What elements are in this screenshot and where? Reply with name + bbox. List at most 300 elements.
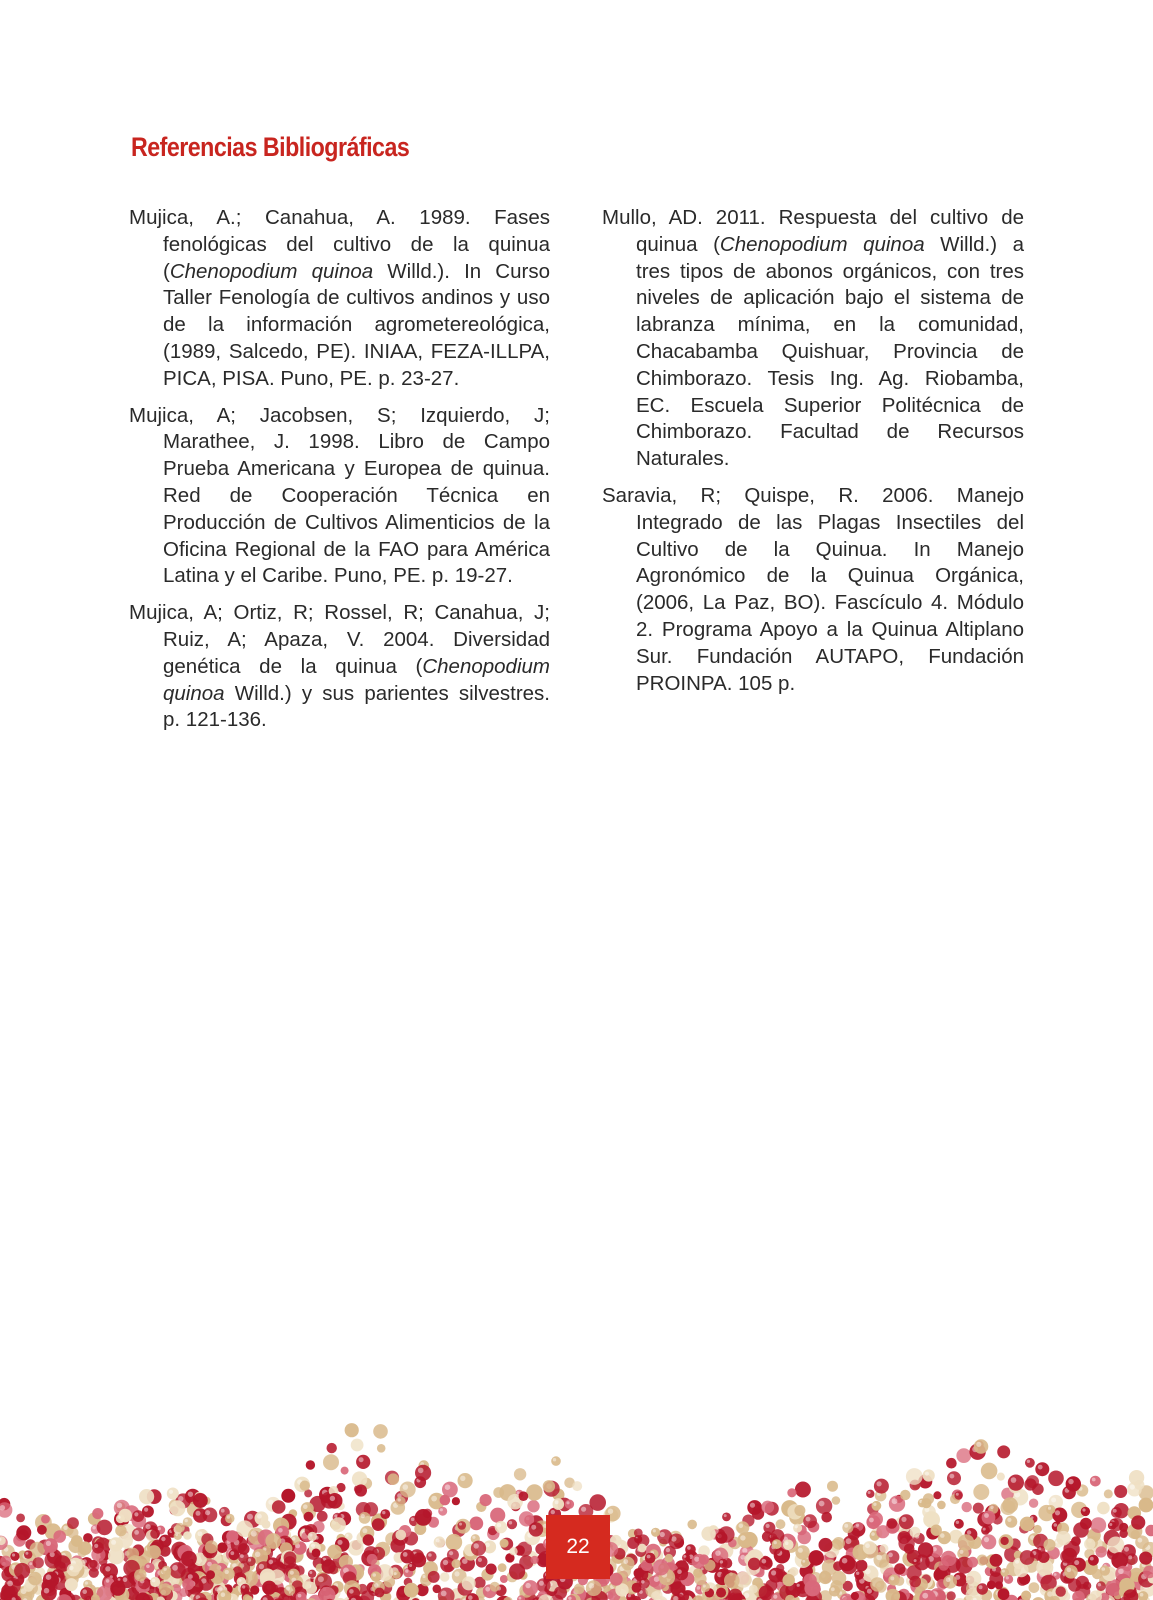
quinoa-grain [900, 1490, 910, 1500]
quinoa-grain [255, 1511, 269, 1525]
quinoa-grain [150, 1529, 160, 1539]
quinoa-grain [175, 1523, 185, 1533]
grain-highlight [774, 1541, 777, 1544]
grain-highlight [94, 1544, 98, 1548]
quinoa-grain [372, 1518, 385, 1531]
quinoa-grain [1081, 1507, 1090, 1516]
quinoa-grain [452, 1497, 460, 1505]
quinoa-grain [480, 1494, 492, 1506]
grain-highlight [1090, 1557, 1094, 1561]
grain-highlight [238, 1579, 241, 1582]
grain-highlight [259, 1564, 264, 1569]
quinoa-grain [718, 1526, 735, 1543]
quinoa-grain [910, 1527, 921, 1538]
grain-highlight [92, 1526, 95, 1529]
grain-highlight [497, 1523, 501, 1527]
quinoa-grain [110, 1581, 125, 1596]
quinoa-grain [651, 1528, 660, 1537]
grain-highlight [382, 1511, 385, 1514]
grain-highlight [146, 1524, 151, 1529]
quinoa-grain [139, 1489, 154, 1504]
quinoa-grain [495, 1521, 507, 1533]
grain-highlight [641, 1580, 645, 1584]
grain-highlight [1007, 1518, 1011, 1522]
quinoa-grain [159, 1583, 171, 1595]
quinoa-grain [181, 1551, 197, 1567]
grain-highlight [1138, 1538, 1143, 1543]
grain-highlight [551, 1510, 555, 1514]
quinoa-grain [621, 1557, 634, 1570]
grain-highlight [134, 1512, 138, 1516]
quinoa-grain [874, 1479, 889, 1494]
quinoa-grain [990, 1554, 1003, 1567]
quinoa-grain [946, 1458, 957, 1469]
grain-highlight [1006, 1576, 1009, 1579]
quinoa-grain [434, 1536, 445, 1547]
quinoa-grain [262, 1581, 276, 1595]
grain-highlight [422, 1575, 425, 1578]
quinoa-grain [1001, 1500, 1016, 1515]
quinoa-grain [888, 1575, 899, 1586]
quinoa-grain [687, 1520, 697, 1530]
grain-highlight [773, 1595, 777, 1599]
quinoa-grain [306, 1460, 315, 1469]
quinoa-grain [1005, 1516, 1017, 1528]
quinoa-grain [821, 1512, 832, 1523]
quinoa-grain [638, 1544, 647, 1553]
grain-highlight [134, 1530, 139, 1535]
quinoa-grain [906, 1468, 923, 1485]
grain-highlight [715, 1550, 721, 1556]
grain-highlight [346, 1534, 349, 1537]
grain-highlight [278, 1528, 283, 1533]
quinoa-grain [469, 1517, 483, 1531]
quinoa-grain [645, 1553, 656, 1564]
quinoa-grain [759, 1557, 772, 1570]
quinoa-grain [43, 1538, 58, 1553]
quinoa-grain [1084, 1538, 1095, 1549]
quinoa-grain [918, 1542, 933, 1557]
grain-highlight [361, 1514, 365, 1518]
grain-highlight [795, 1525, 798, 1528]
quinoa-grain [973, 1503, 984, 1514]
quinoa-grain [748, 1558, 761, 1571]
quinoa-grain [317, 1511, 328, 1522]
quinoa-grain [832, 1496, 841, 1505]
grain-highlight [248, 1558, 251, 1561]
quinoa-grain [440, 1572, 450, 1582]
grain-highlight [403, 1552, 408, 1557]
quinoa-grain [509, 1547, 517, 1555]
quinoa-grain [801, 1558, 809, 1566]
quinoa-grain [438, 1507, 447, 1516]
quinoa-grain [531, 1556, 539, 1564]
grain-highlight [290, 1571, 294, 1575]
quinoa-grain [500, 1575, 508, 1583]
grain-highlight [1067, 1567, 1072, 1572]
quinoa-grain [371, 1571, 381, 1581]
quinoa-grain [947, 1471, 961, 1485]
quinoa-grain [355, 1484, 367, 1496]
grain-highlight [398, 1498, 401, 1501]
quinoa-grain [92, 1508, 103, 1519]
quinoa-grain [761, 1501, 774, 1514]
grain-highlight [292, 1537, 296, 1541]
quinoa-grain [41, 1515, 50, 1524]
grain-highlight [677, 1569, 682, 1574]
grain-highlight [653, 1529, 656, 1532]
grain-highlight [441, 1591, 447, 1597]
grain-highlight [359, 1457, 364, 1462]
grain-highlight [1038, 1465, 1043, 1470]
grain-highlight [802, 1560, 805, 1563]
quinoa-grain [523, 1580, 539, 1596]
grain-highlight [1038, 1547, 1041, 1550]
grain-highlight [660, 1532, 665, 1537]
grain-highlight [979, 1585, 983, 1589]
grain-highlight [431, 1496, 437, 1502]
grain-highlight [69, 1566, 74, 1571]
quinoa-grain [1038, 1551, 1050, 1563]
quinoa-grain [1025, 1458, 1035, 1468]
grain-highlight [247, 1514, 253, 1520]
quinoa-grain [225, 1514, 234, 1523]
references-right-column [602, 205, 1024, 707]
quinoa-grain [308, 1570, 316, 1578]
quinoa-grain [1119, 1529, 1128, 1538]
quinoa-grain [1126, 1553, 1138, 1565]
quinoa-grain [977, 1583, 988, 1594]
grain-highlight [161, 1537, 165, 1541]
quinoa-grain [377, 1444, 386, 1453]
grain-highlight [697, 1586, 701, 1590]
grain-highlight [623, 1559, 628, 1564]
grain-highlight [63, 1526, 67, 1530]
quinoa-grain [345, 1423, 359, 1437]
grain-highlight [890, 1576, 894, 1580]
grain-highlight [409, 1564, 412, 1567]
grain-highlight [318, 1576, 324, 1582]
grain-highlight [440, 1508, 443, 1511]
grain-highlight [472, 1536, 475, 1539]
quinoa-grain [943, 1575, 957, 1589]
grain-highlight [198, 1531, 203, 1536]
quinoa-grain [829, 1585, 840, 1596]
quinoa-grain [308, 1532, 317, 1541]
quinoa-grain [977, 1555, 988, 1566]
quinoa-grain [16, 1514, 25, 1523]
reference-entry: Mujica, A; Ortiz, R; Rossel, R; Canahua, J; Ruiz, A; Apaza, V. 2004. Diversidad genética de la quinua (Chenopodium quinoa Willd.) y sus parientes silvestres. p. 121-136. [129, 601, 550, 732]
grain-highlight [771, 1570, 776, 1575]
quinoa-grain [426, 1551, 436, 1561]
quinoa-grain [304, 1512, 314, 1522]
grain-highlight [334, 1514, 337, 1517]
grain-highlight [867, 1589, 872, 1594]
quinoa-grain [1029, 1582, 1040, 1593]
quinoa-grain [639, 1578, 650, 1589]
grain-highlight [111, 1540, 116, 1545]
quinoa-grain [1000, 1537, 1008, 1545]
grain-highlight [152, 1579, 156, 1583]
quinoa-grain [1090, 1517, 1106, 1533]
quinoa-grain [795, 1582, 804, 1591]
grain-highlight [362, 1528, 367, 1533]
quinoa-grain [783, 1540, 794, 1551]
grain-highlight [1068, 1479, 1073, 1484]
quinoa-grain [1071, 1536, 1081, 1546]
quinoa-grain [997, 1445, 1010, 1458]
quinoa-grain [832, 1537, 845, 1550]
page-number: 22 [566, 1535, 590, 1558]
grain-highlight [873, 1503, 876, 1506]
grain-highlight [374, 1583, 379, 1588]
quinoa-grain [627, 1537, 639, 1549]
grain-highlight [946, 1577, 951, 1582]
quinoa-grain [1135, 1535, 1149, 1549]
grain-highlight [566, 1501, 569, 1504]
quinoa-grain [856, 1560, 868, 1572]
quinoa-grain [1048, 1471, 1064, 1487]
grain-highlight [46, 1574, 52, 1580]
grain-highlight [1015, 1560, 1019, 1564]
quinoa-grain [327, 1493, 343, 1509]
grain-highlight [984, 1537, 989, 1542]
quinoa-grain [284, 1585, 295, 1596]
quinoa-grain [229, 1549, 240, 1560]
quinoa-grain [265, 1533, 281, 1549]
grain-highlight [85, 1581, 88, 1584]
quinoa-grain [526, 1484, 542, 1500]
quinoa-grain [331, 1517, 346, 1532]
grain-highlight [240, 1554, 244, 1558]
grain-highlight [901, 1517, 906, 1522]
quinoa-grain [536, 1578, 550, 1592]
quinoa-grain [132, 1510, 144, 1522]
quinoa-grain [240, 1584, 249, 1593]
quinoa-grain [428, 1571, 440, 1583]
quinoa-grain [716, 1588, 726, 1598]
grain-highlight [509, 1521, 513, 1525]
quinoa-grain [738, 1532, 754, 1548]
quinoa-grain [931, 1525, 942, 1536]
grain-highlight [940, 1533, 945, 1538]
grain-highlight [485, 1543, 490, 1548]
quinoa-grain [981, 1526, 990, 1535]
quinoa-grain [653, 1590, 663, 1600]
quinoa-grain [816, 1498, 832, 1514]
quinoa-grain [217, 1542, 228, 1553]
quinoa-grain [954, 1491, 962, 1499]
grain-highlight [785, 1541, 789, 1545]
grain-highlight [44, 1588, 50, 1594]
quinoa-grain [16, 1525, 31, 1540]
grain-highlight [1051, 1498, 1056, 1503]
quinoa-grain [462, 1576, 476, 1590]
grain-highlight [703, 1584, 706, 1587]
quinoa-grain [392, 1571, 400, 1579]
quinoa-grain [899, 1514, 914, 1529]
quinoa-grain [795, 1482, 811, 1498]
grain-highlight [257, 1514, 262, 1519]
quinoa-grain [415, 1465, 431, 1481]
grain-highlight [411, 1518, 415, 1522]
grain-highlight [443, 1560, 448, 1565]
quinoa-grain [327, 1545, 342, 1560]
grain-highlight [12, 1553, 15, 1556]
grain-highlight [608, 1509, 613, 1514]
grain-highlight [459, 1523, 462, 1526]
quinoa-grain [1107, 1537, 1124, 1554]
grain-highlight [46, 1541, 51, 1546]
quinoa-grain [909, 1576, 921, 1588]
grain-highlight [539, 1581, 544, 1586]
quinoa-grain [37, 1525, 47, 1535]
quinoa-grain [203, 1508, 218, 1523]
grain-highlight [846, 1538, 852, 1544]
quinoa-grain [804, 1580, 820, 1596]
quinoa-grain [981, 1534, 996, 1549]
grain-highlight [628, 1594, 631, 1597]
grain-highlight [740, 1535, 745, 1540]
grain-highlight [185, 1519, 188, 1522]
grain-highlight [144, 1508, 148, 1512]
grain-highlight [950, 1474, 955, 1479]
grain-highlight [739, 1524, 744, 1529]
quinoa-grain [83, 1533, 93, 1543]
quinoa-grain [783, 1574, 795, 1586]
grain-highlight [666, 1548, 670, 1552]
grain-highlight [831, 1587, 835, 1591]
quinoa-grain [722, 1513, 731, 1522]
grain-highlight [892, 1498, 898, 1504]
quinoa-grain [144, 1563, 154, 1573]
quinoa-grain [89, 1568, 99, 1578]
grain-highlight [819, 1501, 825, 1507]
quinoa-grain [795, 1545, 809, 1559]
grain-highlight [468, 1595, 473, 1600]
quinoa-grain [701, 1527, 715, 1541]
grain-highlight [251, 1531, 257, 1537]
quinoa-grain [92, 1542, 104, 1554]
quinoa-grain [132, 1528, 146, 1542]
grain-highlight [105, 1566, 110, 1571]
quinoa-grain [1097, 1502, 1110, 1515]
quinoa-grain [89, 1560, 97, 1568]
quinoa-grain [1090, 1476, 1101, 1487]
quinoa-grain [912, 1558, 920, 1566]
grain-highlight [286, 1587, 290, 1591]
grain-highlight [230, 1551, 234, 1555]
quinoa-grain [388, 1473, 400, 1485]
quinoa-grain [284, 1551, 297, 1564]
quinoa-grain [921, 1498, 931, 1508]
quinoa-grain [380, 1509, 390, 1519]
quinoa-grain [923, 1469, 935, 1481]
quinoa-grain [1096, 1546, 1107, 1557]
grain-highlight [309, 1533, 312, 1536]
quinoa-grain [341, 1467, 349, 1475]
grain-highlight [798, 1548, 803, 1553]
grain-highlight [1047, 1591, 1053, 1597]
quinoa-grain [206, 1570, 215, 1579]
quinoa-grain [1021, 1591, 1031, 1600]
grain-highlight [750, 1503, 755, 1508]
grain-highlight [82, 1589, 87, 1594]
quinoa-grain [115, 1525, 126, 1536]
grain-highlight [1118, 1569, 1124, 1575]
quinoa-grain [167, 1488, 179, 1500]
grain-highlight [169, 1490, 173, 1494]
quinoa-grain [768, 1568, 783, 1583]
grain-highlight [29, 1562, 32, 1565]
grain-highlight [106, 1579, 110, 1583]
grain-highlight [720, 1560, 723, 1563]
quinoa-grain [1100, 1565, 1110, 1575]
quinoa-grain [1108, 1522, 1116, 1530]
quinoa-grain [507, 1519, 517, 1529]
grain-highlight [418, 1468, 424, 1474]
quinoa-grain [981, 1463, 998, 1480]
quinoa-grain [4, 1578, 20, 1594]
grain-highlight [687, 1546, 691, 1550]
grain-highlight [842, 1558, 848, 1564]
quinoa-grain [1096, 1581, 1106, 1591]
quinoa-grain [352, 1471, 367, 1486]
grain-highlight [856, 1572, 859, 1575]
grain-highlight [196, 1511, 201, 1516]
grain-highlight [876, 1555, 882, 1561]
quinoa-grain [446, 1534, 463, 1551]
quinoa-grain [323, 1454, 339, 1470]
grain-highlight [1124, 1547, 1129, 1552]
quinoa-grain [553, 1498, 565, 1510]
grain-highlight [163, 1567, 166, 1570]
quinoa-grain [1020, 1517, 1035, 1532]
reference-entry: Mujica, A.; Canahua, A. 1989. Fases fenológicas del cultivo de la quinua (Chenopodium quinoa Willd.). In Curso Taller Fenología de cultivos andinos y uso de la información agrometereológica, (1989, Salcedo, PE). INIAA, FEZA-ILLPA, PICA, PISA. Puno, PE. p. 23-27. [129, 206, 550, 390]
grain-highlight [1098, 1583, 1101, 1586]
quinoa-grain [998, 1588, 1010, 1600]
quinoa-grain [400, 1482, 416, 1498]
grain-highlight [146, 1565, 150, 1569]
grain-highlight [976, 1442, 981, 1447]
quinoa-grain [498, 1563, 507, 1572]
quinoa-grain [543, 1480, 555, 1492]
quinoa-grain [390, 1538, 405, 1553]
grain-highlight [1113, 1509, 1117, 1513]
grain-highlight [724, 1514, 727, 1517]
quinoa-grain [954, 1519, 964, 1529]
quinoa-grain [956, 1448, 971, 1463]
grain-highlight [1074, 1560, 1079, 1565]
quinoa-grain [162, 1566, 172, 1576]
quinoa-grain [359, 1512, 371, 1524]
quinoa-grain [1139, 1552, 1152, 1565]
quinoa-grain [1035, 1462, 1049, 1476]
quinoa-grain [874, 1552, 890, 1568]
quinoa-grain [634, 1568, 644, 1578]
grain-highlight [1048, 1507, 1051, 1510]
quinoa-grain [1066, 1476, 1081, 1491]
grain-highlight [922, 1593, 928, 1599]
quinoa-grain [396, 1496, 406, 1506]
quinoa-grain [887, 1518, 898, 1529]
grain-highlight [871, 1532, 875, 1536]
references-left-column [129, 205, 550, 744]
quinoa-grain [519, 1491, 529, 1501]
quinoa-grain [527, 1500, 539, 1512]
quinoa-grain [351, 1439, 364, 1452]
quinoa-grain [108, 1548, 124, 1564]
